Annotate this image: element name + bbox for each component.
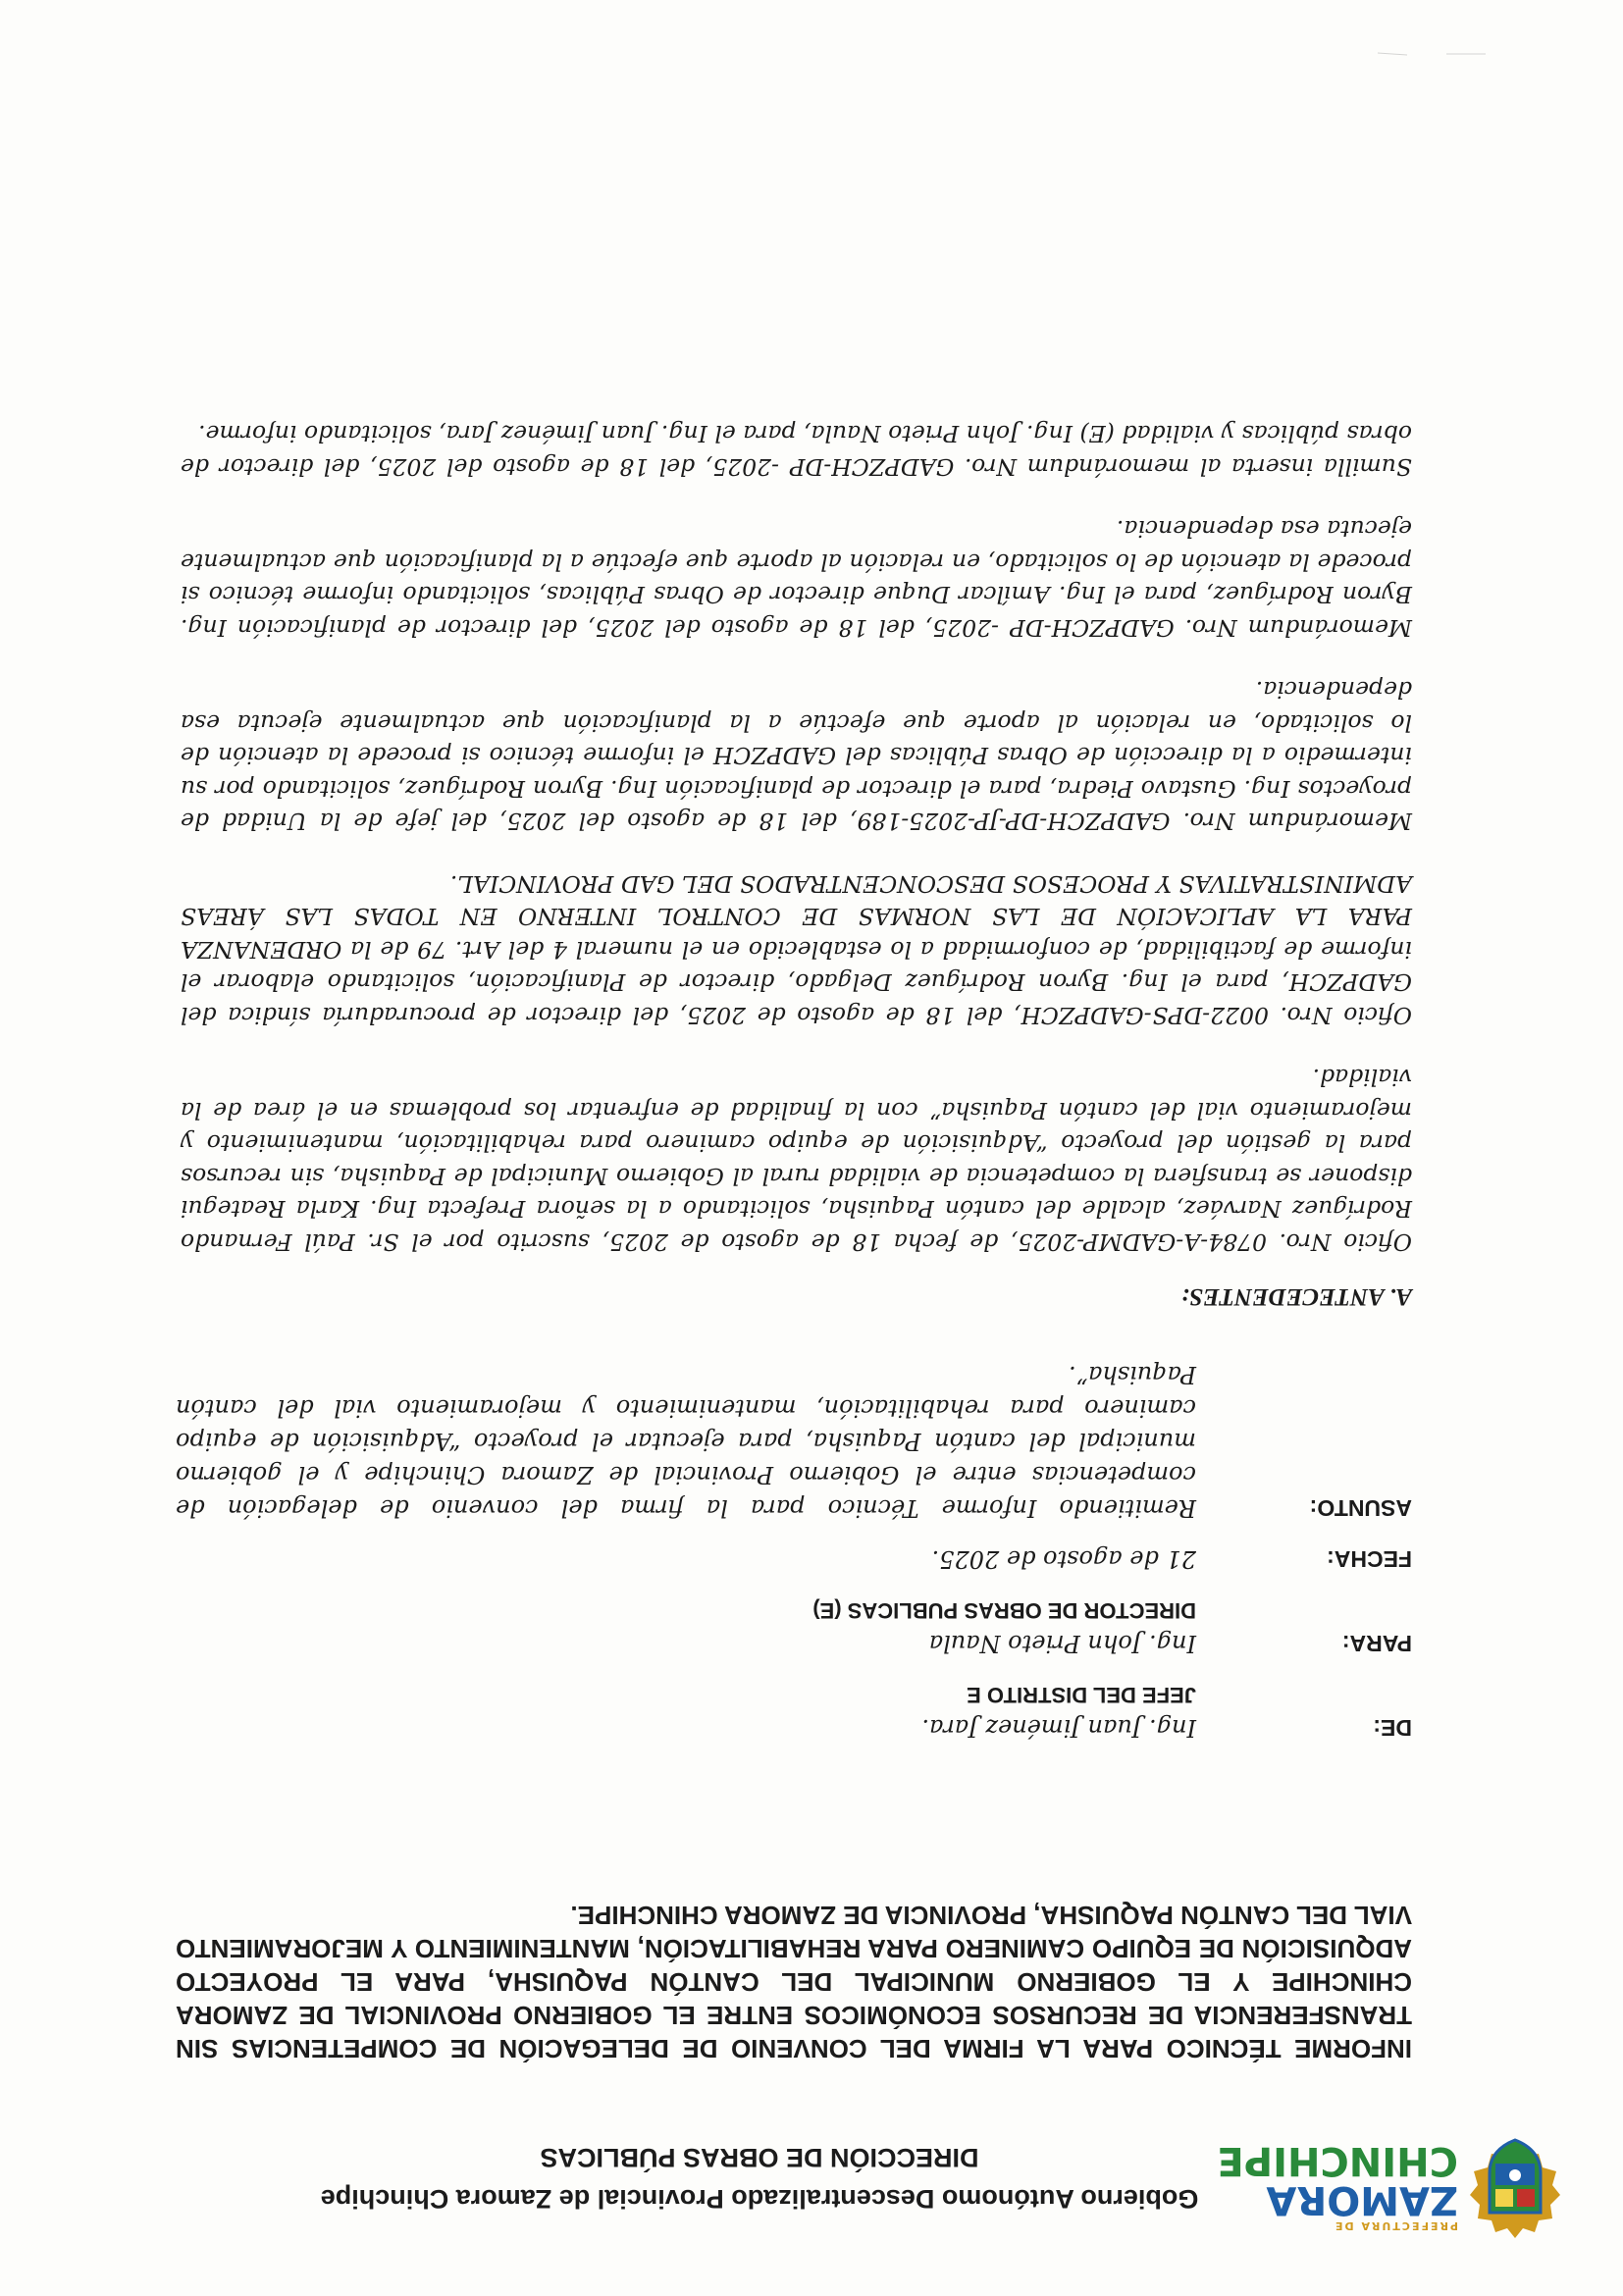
coat-of-arms-icon [1466, 2119, 1564, 2242]
from-label: DE: [1373, 1715, 1412, 1741]
date-label: FECHA: [1327, 1546, 1412, 1572]
subject-value: Remitiendo Informe Técnico para la firma del convenio de delegación de competencias entre el Gobierno Provincial de Zamora Chinchipe y el gobierno municipal del cantón Paquisha, para ejecutar el proyecto “Adquisición de equipo caminero para rehabilitación, mantenimiento y mejoramiento vial del cantón Paquisha”. [176, 1361, 1196, 1522]
from-role: JEFE DEL DISTRITO E [967, 1683, 1196, 1707]
prefecture-logo [1217, 2119, 1564, 2242]
date-value: 21 de agosto de 2025. [931, 1545, 1196, 1573]
logo-prefix: PREFECTURA DE [1333, 2219, 1458, 2232]
antecedent-paragraph: Oficio Nro. 0022-DPS-GADPZCH, del 18 de agosto de 2025, del director de procuraduría síndica del GADPZCH, para el Ing. Byron Rodríguez Delgado, director de Planificación, solicitando elaborar el informe de factibilidad, de conformidad a lo establecido en el numeral 4 del Art. 79 de la ORDENANZA PARA LA APLICACIÓN DE LAS NORMAS DE CONTROL INTERNO EN TODAS LAS ÁREAS ADMINISTRATIVAS Y PROCESOS DESCONCENTRADOS DEL GAD PROVINCIAL. [181, 870, 1412, 1029]
antecedent-paragraph: Memorándum Nro. GADPZCH-DP-JP-2025-189, del 18 de agosto del 2025, del jefe de la Unidad de proyectos Ing. Gustavo Piedra, para el director de planificación Ing. Byron Rodríguez, solicitando por su intermedio a la dirección de Obras Públicas del GADPZCH el informe técnico si procede la atención de lo solicitado, en relación al aporte que efectúe a la planificación que actualmente ejecuta esa dependencia. [181, 676, 1412, 836]
scan-marks [1289, 49, 1486, 59]
logo-line-chinchipe: CHINCHIPE [1217, 2138, 1458, 2183]
section-a-heading: A. ANTECEDENTES: [1180, 1283, 1412, 1310]
to-name: Ing. John Prieto Naula [928, 1630, 1196, 1657]
organization-name: Gobierno Autónomo Descentralizado Provincial de Zamora Chinchipe [320, 2184, 1199, 2214]
antecedent-paragraph: Memorándum Nro. GADPZCH-DP -2025, del 18 de agosto del 2025, del director de planificación Ing. Byron Rodríguez, para el Ing. Amílcar Duque director de Obras Públicas, solicitando informe técnico si procede la atención de lo solicitado, en relación al aporte que efectúe a la planificación que actualmente ejecuta esa dependencia. [181, 515, 1412, 642]
logo-line-zamora: ZAMORA [1266, 2177, 1458, 2222]
report-title: INFORME TÉCNICO PARA LA FIRMA DEL CONVENIO DE DELEGACIÓN DE COMPETENCIAS SIN TRANSFERENCIA DE RECURSOS ECONÓMICOS ENTRE EL GOBIERNO PROVINCIAL DE ZAMORA CHINCHIPE Y EL GOBIERNO MUNICIPAL DEL CANTÓN PAQUISHA, PARA EL PROYECTO ADQUISICIÓN DE EQUIPO CAMINERO PARA REHABILITACIÓN, MANTENIMIENTO Y MEJORAMIENTO VIAL DEL CANTÓN PAQUISHA, PROVINCIA DE ZAMORA CHINCHIPE. [176, 1901, 1412, 2063]
subject-label: ASUNTO: [1309, 1495, 1412, 1521]
department-name: DIRECCIÓN DE OBRAS PÚBLICAS [540, 2143, 979, 2172]
memo-date-row [176, 1542, 1412, 1576]
letterhead [0, 2070, 1623, 2296]
section-a-body [181, 388, 1412, 1258]
from-name: Ing. Juan Jiménez Jara. [921, 1714, 1196, 1742]
to-role: DIRECTOR DE OBRAS PUBLICAS (E) [812, 1598, 1196, 1623]
to-label: PARA: [1341, 1631, 1412, 1656]
memo-subject-row [176, 1358, 1412, 1525]
memo-to-row [176, 1593, 1412, 1660]
memo-header [176, 1340, 1412, 1745]
memo-from-row [176, 1678, 1412, 1745]
antecedent-paragraph: Sumilla inserta al memorándum Nro. GADPZCH-DP -2025, del 18 de agosto del 2025, del director de obras públicas y vialidad (E) Ing. John Prieto Naula, para el Ing. Juan Jiménez Jara, solicitando informe. [181, 420, 1412, 481]
antecedent-paragraph: Oficio Nro. 0784-A-GADMP-2025, de fecha 18 de agosto de 2025, suscrito por el Sr. Paúl Fernando Rodríguez Narváez, alcalde del cantón Paquisha, solicitando a la señora Prefecta Ing. Karla Reategui disponer se transfiera la competencia de vialidad rural al Gobierno Municipal de Paquisha, sin recursos para la gestión del proyecto “Adquisición de equipo caminero para rehabilitación, mantenimiento y mejoramiento vial del cantón Paquisha” con la finalidad de enfrentar los problemas en el área de la vialidad. [181, 1064, 1412, 1256]
